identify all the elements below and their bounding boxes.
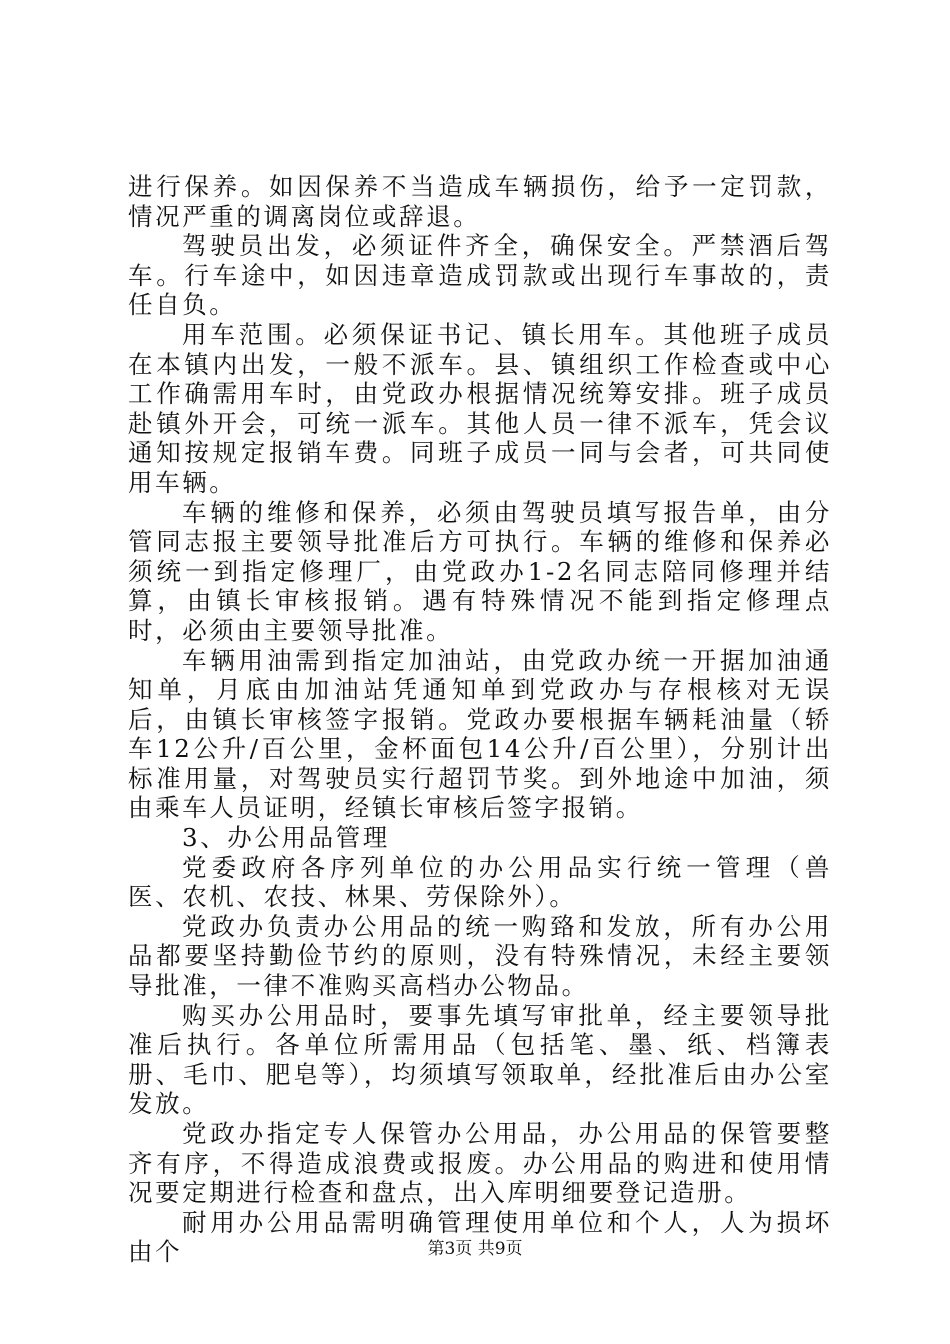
paragraph-vehicle-repair: 车辆的维修和保养，必须由驾驶员填写报告单，由分管同志报主要领导批准后方可执行。车辆的维修和保养必须统一到指定修理厂，由党政办1-2名同志陪同修理并结算，由镇长审核报销。遇有特殊情况不能到指定修理点时，必须由主要领导批准。 — [128, 497, 832, 645]
paragraph-vehicle-fuel: 车辆用油需到指定加油站，由党政办统一开据加油通知单，月底由加油站凭通知单到党政办与存根核对无误后，由镇长审核签字报销。党政办要根据车辆耗油量（轿车12公升/百公里，金杯面包14公升/百公里），分别计出标准用量，对驾驶员实行超罚节奖。到外地途中加油，须由乘车人员证明，经镇长审核后签字报销。 — [128, 645, 832, 823]
paragraph-office-supplies-purchase: 党政办负责办公用品的统一购臵和发放，所有办公用品都要坚持勤俭节约的原则，没有特殊情况，未经主要领导批准，一律不准购买高档办公物品。 — [128, 911, 832, 1001]
paragraph-office-supplies-approval: 购买办公用品时，要事先填写审批单，经主要领导批准后执行。各单位所需用品（包括笔、墨、纸、档簿表册、毛巾、肥皂等），均须填写领取单，经批准后由办公室发放。 — [128, 1000, 832, 1119]
paragraph-vehicle-usage-scope: 用车范围。必须保证书记、镇长用车。其他班子成员在本镇内出发，一般不派车。县、镇组织工作检查或中心工作确需用车时，由党政办根据情况统筹安排。班子成员赴镇外开会，可统一派车。其他人员一律不派车，凭会议通知按规定报销车费。同班子成员一同与会者，可共同使用车辆。 — [128, 319, 832, 497]
page-number-footer: 第3页 共9页 — [427, 1239, 523, 1259]
paragraph-driver-safety: 驾驶员出发，必须证件齐全，确保安全。严禁酒后驾车。行车途中，如因违章造成罚款或出现行车事故的，责任自负。 — [128, 231, 832, 320]
paragraph-durable-supplies: 耐用办公用品需明确管理使用单位和个人，人为损坏由个 — [128, 1207, 832, 1267]
document-body — [128, 172, 832, 1267]
paragraph-vehicle-maintenance-penalty: 进行保养。如因保养不当造成车辆损伤，给予一定罚款，情况严重的调离岗位或辞退。 — [128, 172, 832, 231]
section-heading-office-supplies: 3、办公用品管理 — [182, 823, 390, 853]
paragraph-office-supplies-unified: 党委政府各序列单位的办公用品实行统一管理（兽医、农机、农技、林果、劳保除外）。 — [128, 852, 832, 912]
paragraph-office-supplies-custody: 党政办指定专人保管办公用品，办公用品的保管要整齐有序，不得造成浪费或报废。办公用品的购进和使用情况要定期进行检查和盘点，出入库明细要登记造册。 — [128, 1119, 832, 1208]
